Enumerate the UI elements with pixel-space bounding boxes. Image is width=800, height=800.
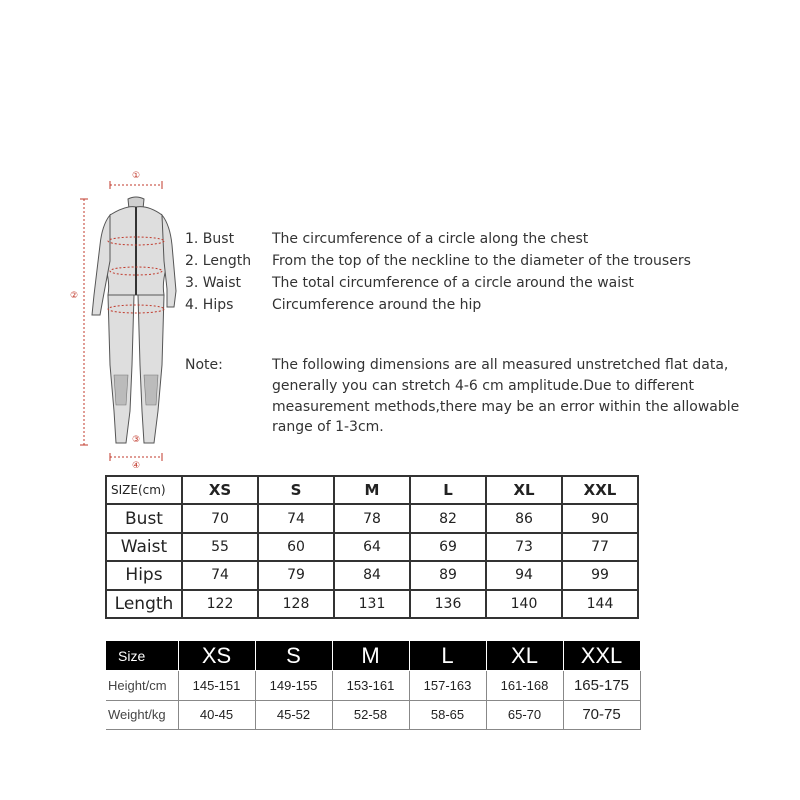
note-line: range of 1-3cm.: [272, 419, 384, 435]
size-header: M: [332, 641, 409, 671]
table-row: [106, 671, 640, 701]
table-row: [106, 700, 640, 730]
size-header: S: [258, 476, 334, 504]
table-cell: 140: [486, 590, 562, 618]
size-header: XL: [486, 641, 563, 671]
size-header: M: [334, 476, 410, 504]
size-header: XL: [486, 476, 562, 504]
table-cell: 74: [182, 561, 258, 589]
definition-term-hips: 4. Hips: [185, 297, 234, 313]
table-cell: 161-168: [486, 671, 563, 701]
table-cell: 70: [182, 504, 258, 532]
table-cell: 89: [410, 561, 486, 589]
table-cell: 122: [182, 590, 258, 618]
definition-text-length: From the top of the neckline to the diameter of the trousers: [272, 253, 691, 269]
row-label-waist: Waist: [106, 533, 182, 561]
table-row: [106, 533, 638, 561]
table-cell: 60: [258, 533, 334, 561]
row-label-length: Length: [106, 590, 182, 618]
table-cell: 94: [486, 561, 562, 589]
table-cell: 145-151: [178, 671, 255, 701]
table-cell: 55: [182, 533, 258, 561]
size-header: XS: [182, 476, 258, 504]
table-header-row: [106, 641, 640, 671]
table-cell: 45-52: [255, 700, 332, 730]
table-cell: 84: [334, 561, 410, 589]
table-cell: 144: [562, 590, 638, 618]
table-cell: 64: [334, 533, 410, 561]
table-cell: 52-58: [332, 700, 409, 730]
marker-2: ②: [70, 291, 79, 301]
size-header: L: [410, 476, 486, 504]
table-cell: 82: [410, 504, 486, 532]
table-row: [106, 561, 638, 589]
wetsuit-silhouette: [92, 197, 176, 443]
table-cell: 79: [258, 561, 334, 589]
note-line: generally you can stretch 4-6 cm amplitude.Due to different: [272, 378, 694, 394]
size-chart-height-weight-table: [106, 641, 641, 730]
wetsuit-measurement-figure: [70, 165, 180, 470]
table-cell: 77: [562, 533, 638, 561]
note-label: Note:: [185, 357, 223, 373]
table-cell: 74: [258, 504, 334, 532]
definition-term-bust: 1. Bust: [185, 231, 235, 247]
table-cell: 65-70: [486, 700, 563, 730]
table-cell: 69: [410, 533, 486, 561]
definition-term-waist: 3. Waist: [185, 275, 242, 291]
marker-4: ④: [131, 461, 141, 470]
table-cell: 128: [258, 590, 334, 618]
note-line: measurement methods,there may be an error within the allowable: [272, 399, 740, 415]
marker-3: ③: [131, 435, 141, 445]
table-cell: 70-75: [563, 700, 640, 730]
table-row: [106, 590, 638, 618]
size-header: L: [409, 641, 486, 671]
table-cell: 165-175: [563, 671, 640, 701]
table-cell: 86: [486, 504, 562, 532]
table-row: [106, 504, 638, 532]
size-header: XXL: [563, 641, 640, 671]
definition-text-waist: The total circumference of a circle around the waist: [272, 275, 634, 291]
table-cell: 136: [410, 590, 486, 618]
table-cell: 157-163: [409, 671, 486, 701]
row-label-hips: Hips: [106, 561, 182, 589]
row-label-height: Height/cm: [106, 671, 178, 701]
row-label-weight: Weight/kg: [106, 700, 178, 730]
marker-1: ①: [131, 171, 141, 181]
table-cell: 149-155: [255, 671, 332, 701]
table-cell: 40-45: [178, 700, 255, 730]
row-label-bust: Bust: [106, 504, 182, 532]
wetsuit-drawing: [70, 165, 180, 470]
definition-text-hips: Circumference around the hip: [272, 297, 482, 313]
table-corner-label: Size: [106, 641, 178, 671]
table-cell: 58-65: [409, 700, 486, 730]
size-chart-cm-table: [105, 475, 639, 619]
note-line: The following dimensions are all measured unstretched flat data,: [272, 357, 729, 373]
table-cell: 73: [486, 533, 562, 561]
table-corner-label: SIZE(cm): [106, 476, 182, 504]
size-header: XXL: [562, 476, 638, 504]
definition-text-bust: The circumference of a circle along the chest: [272, 231, 589, 247]
table-cell: 153-161: [332, 671, 409, 701]
table-cell: 99: [562, 561, 638, 589]
table-cell: 90: [562, 504, 638, 532]
table-cell: 131: [334, 590, 410, 618]
size-header: S: [255, 641, 332, 671]
size-header: XS: [178, 641, 255, 671]
table-cell: 78: [334, 504, 410, 532]
definition-term-length: 2. Length: [185, 253, 252, 269]
table-header-row: [106, 476, 638, 504]
